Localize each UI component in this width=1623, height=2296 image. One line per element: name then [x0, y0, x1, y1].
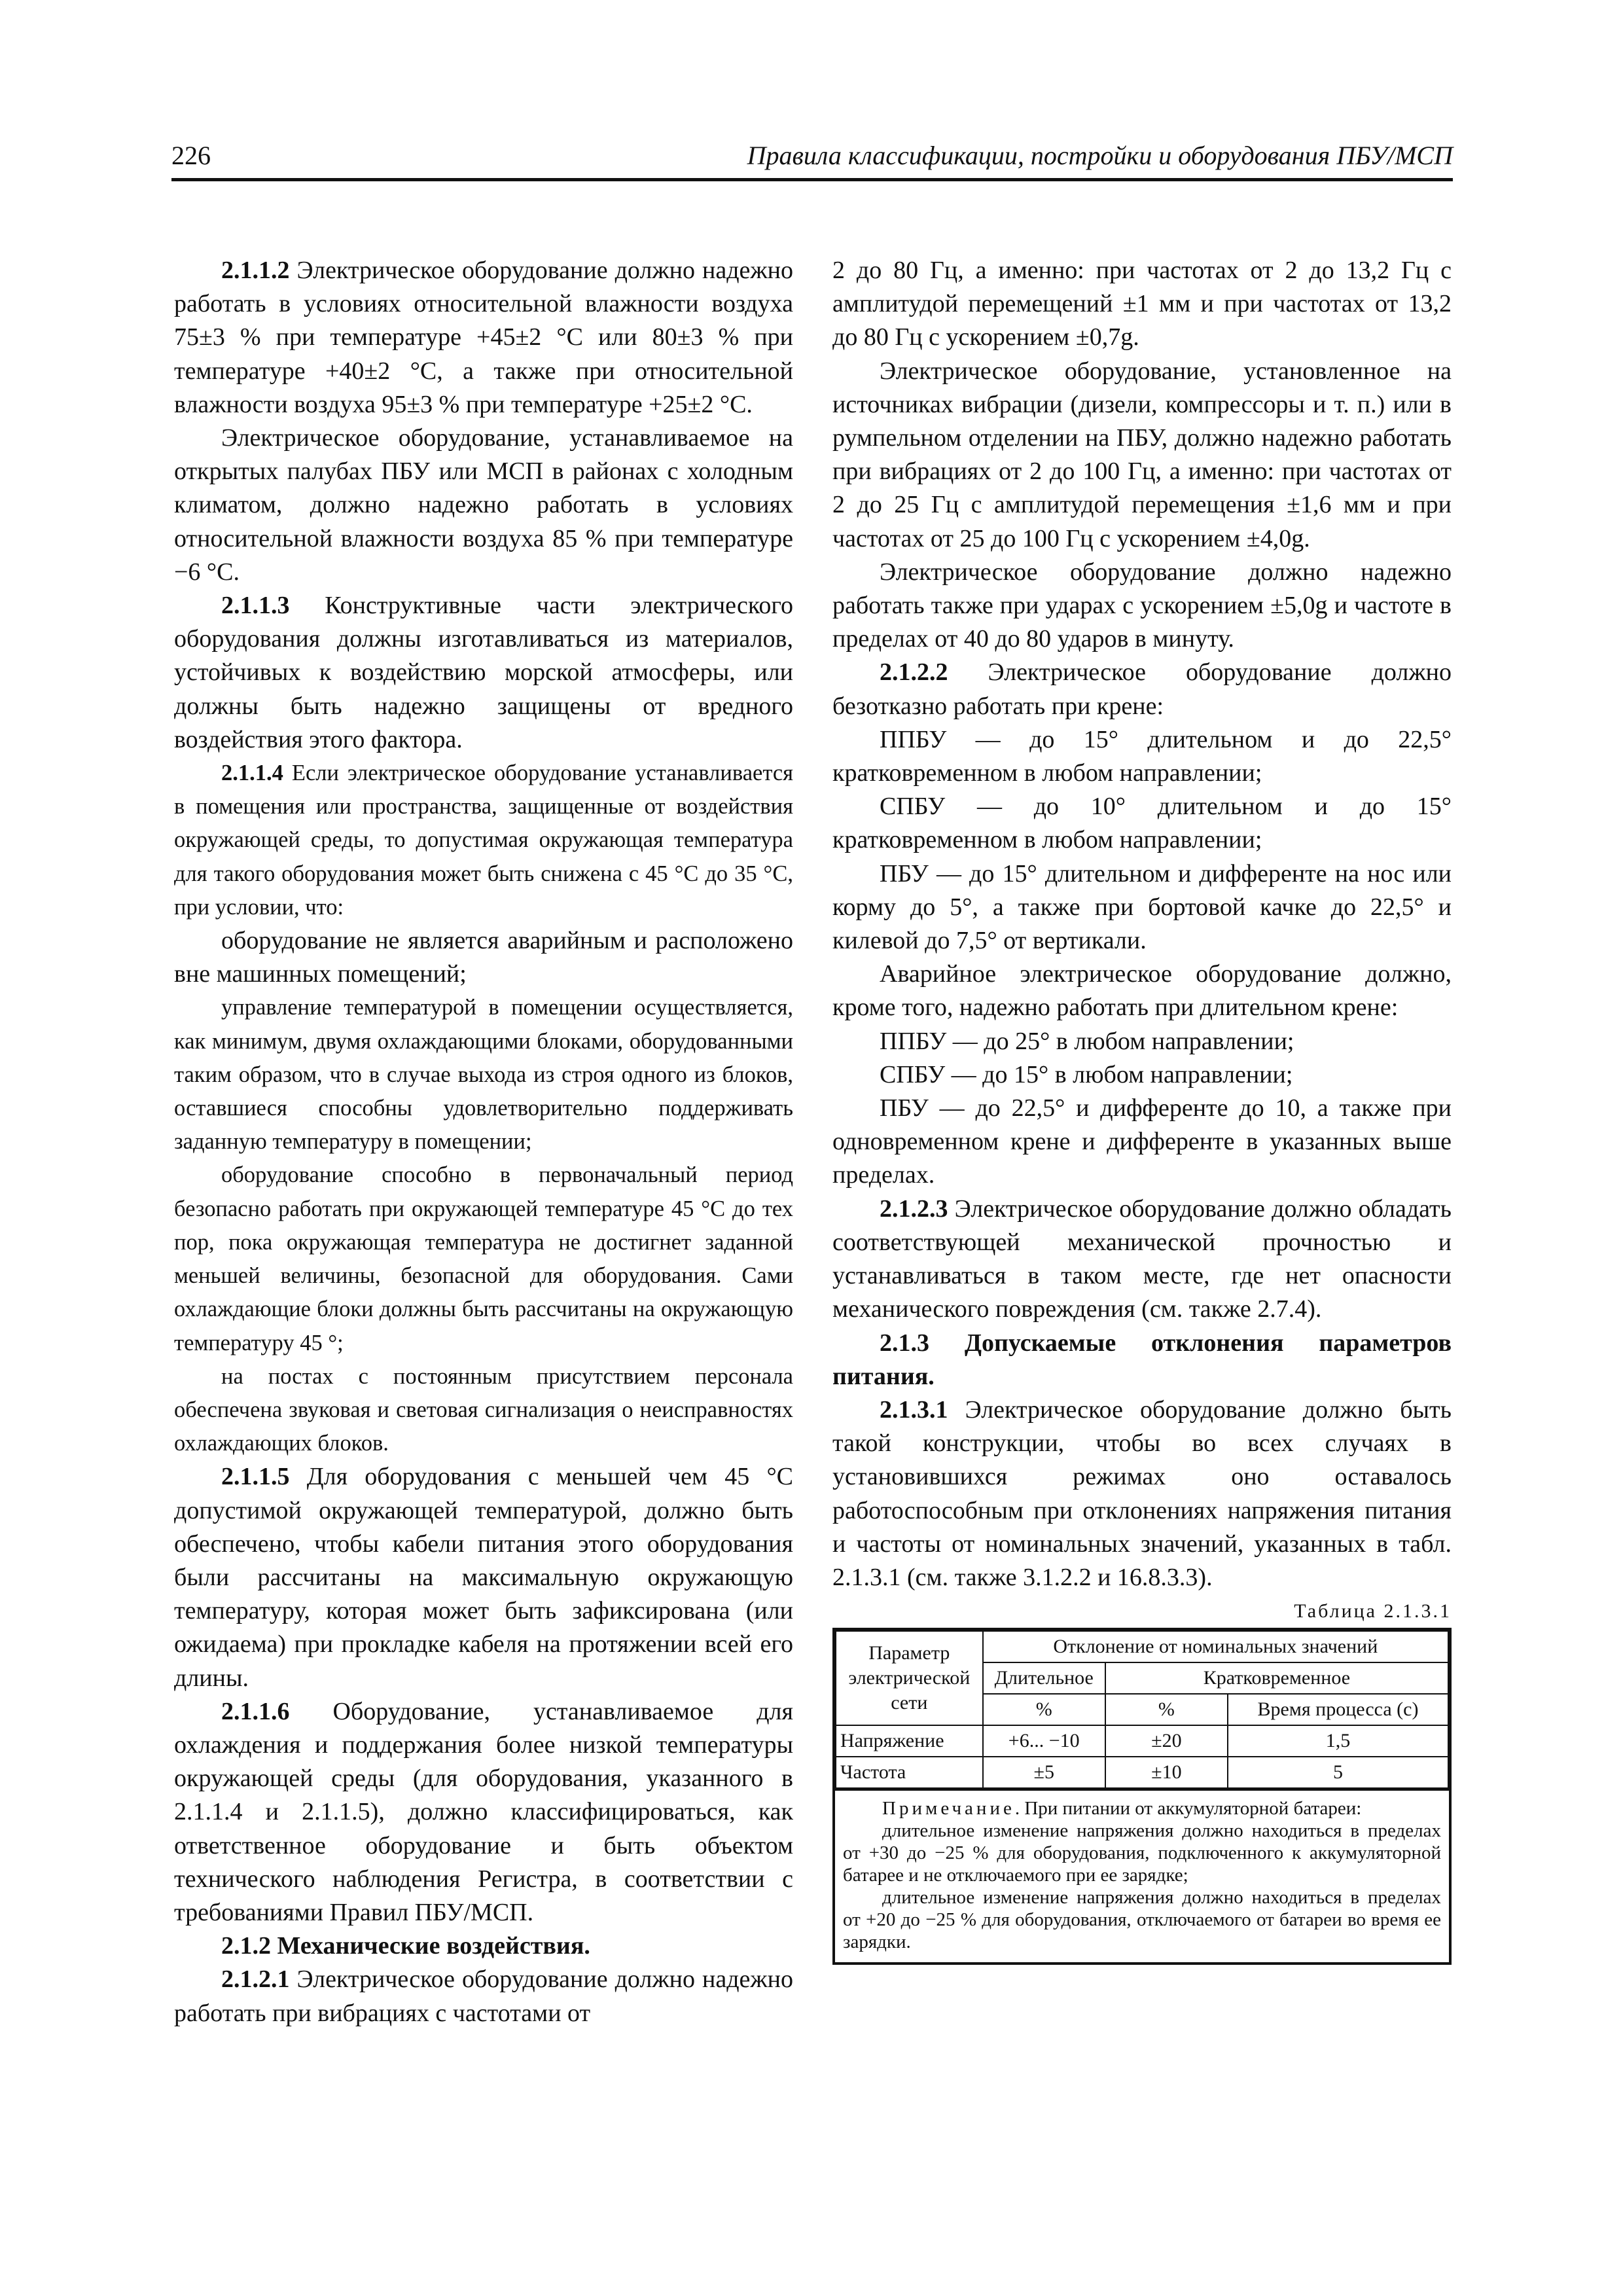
header-pct-short: %	[1105, 1694, 1228, 1725]
cell-time: 1,5	[1228, 1725, 1448, 1757]
right-column	[832, 254, 1452, 1965]
cell-long: ±5	[983, 1757, 1105, 1788]
note-first: . При питании от аккумуляторной батареи:	[1014, 1798, 1362, 1820]
paragraph-text: Для оборудования с меньшей чем 45 °С допустимой окружающей температурой, должно быть обеспечено, чтобы кабели питания этого оборудования были рассчитаны на максимальную окружающую температуру, которая может быть зафиксирована (или ожидаема) при прокладке кабеля на протяжении всей его длины.	[174, 1463, 793, 1692]
paragraph-vibration-cont: 2 до 80 Гц, а именно: при частотах от 2 до 13,2 Гц с амплитудой перемещений ±1 мм и при частотах от 13,2 до 80 Гц с ускорением ±0,7g.	[832, 257, 1452, 351]
paragraph-text: Электрическое оборудование должно обладать соответствующей механической прочностью и устанавливаться в таком месте, где нет опасности механического повреждения (см. также 2.7.4).	[832, 1194, 1452, 1323]
heading-text: 2.1.3 Допускаемые отклонения параметров питания.	[832, 1329, 1452, 1390]
paragraph-2-1-1-6	[174, 1695, 793, 1929]
section-heading-2-1-3	[832, 1327, 1452, 1393]
paragraph-text: Электрическое оборудование должно безотказно работать при крене:	[832, 658, 1452, 720]
paragraph-2-1-1-5	[174, 1460, 793, 1695]
paragraph-shocks: Электрическое оборудование должно надежно работать также при ударах с ускорением ±5,0g и частоте в пределах от 40 до 80 ударов в минуту.	[832, 558, 1452, 653]
header-long: Длительное	[983, 1662, 1105, 1694]
cell-short: ±20	[1105, 1725, 1228, 1757]
paragraph-text: Оборудование, устанавливаемое для охлаждения и поддержания более низкой температуры окружающей среды (для оборудования, указанного в 2.1.1.4 и 2.1.1.5), должно классифицироваться, как ответственное оборудование и быть объектом технического наблюдения Регистра, в соответствии с требованиями Правил ПБУ/МСП.	[174, 1697, 793, 1926]
cell-short: ±10	[1105, 1757, 1228, 1788]
heel-spbu: СПБУ — до 10° длительном и до 15° кратковременном в любом направлении;	[832, 793, 1452, 854]
clause-number: 2.1.1.4	[221, 761, 283, 786]
condition-not-emergency: оборудование не является аварийным и расположено вне машинных помещений;	[174, 927, 793, 988]
paragraph-open-decks: Электрическое оборудование, устанавливаемое на открытых палубах ПБУ или МСП в районах с холодным климатом, должно надежно работать в условиях относительной влажности воздуха 85 % при температуре −6 °С.	[174, 424, 793, 586]
note-label: Примечание	[882, 1798, 1015, 1820]
clause-number: 2.1.3.1	[880, 1395, 948, 1424]
paragraph-text: Конструктивные части электрического оборудования должны изготавливаться из материалов, устойчивых к воздействию морской атмосферы, или должны быть надежно защищены от вредного воздействия этого фактора.	[174, 592, 793, 753]
clause-number: 2.1.2.2	[880, 658, 948, 687]
emergency-heel-pbu: ПБУ — до 22,5° и дифференте до 10, а также при одновременном крене и дифференте в указанных выше пределах.	[832, 1094, 1452, 1189]
paragraph-2-1-1-2	[174, 254, 793, 422]
paragraph-2-1-1-4	[174, 757, 793, 924]
note-line-2: длительное изменение напряжения должно находиться в пределах от +20 до −25 % для оборудования, отключаемого от батареи во время ее зарядки.	[843, 1887, 1441, 1953]
page-number: 226	[171, 141, 211, 170]
cell-time: 5	[1228, 1757, 1448, 1788]
paragraph-2-1-1-3	[174, 589, 793, 757]
note-line-1: длительное изменение напряжения должно находиться в пределах от +30 до −25 % для оборудования, подключенного к аккумуляторной батарее и не отключаемого при ее зарядке;	[843, 1820, 1441, 1886]
heading-text: 2.1.2 Механические воздействия.	[221, 1932, 590, 1960]
table-note	[835, 1789, 1449, 1962]
left-column	[174, 254, 793, 2030]
header-parameter: Параметр электрической сети	[836, 1631, 983, 1725]
header-short: Кратковременное	[1105, 1662, 1448, 1694]
paragraph-text: Если электрическое оборудование устанавливается в помещения или пространства, защищенные от воздействия окружающей среды, то допустимая окружающая температура для такого оборудования может быть снижена с 45 °С до 35 °С, при условии, что:	[174, 761, 793, 920]
condition-initial-period: оборудование способно в первоначальный период безопасно работать при окружающей температуре 45 °С до тех пор, пока окружающая температура не достигнет заданной меньшей величины, безопасной для оборудования. Сами охлаждающие блоки должны быть рассчитаны на окружающую температуру 45 °;	[174, 1162, 793, 1355]
section-heading-2-1-2	[174, 1929, 793, 1963]
header-pct-long: %	[983, 1694, 1105, 1725]
paragraph-emergency-equipment: Аварийное электрическое оборудование должно, кроме того, надежно работать при длительном крене:	[832, 960, 1452, 1022]
clause-number: 2.1.1.2	[221, 257, 290, 284]
paragraph-text: Электрическое оборудование должно надежно работать при вибрациях с частотами от	[174, 1965, 793, 2027]
clause-number: 2.1.1.3	[221, 592, 290, 620]
cell-long: +6... −10	[983, 1725, 1105, 1757]
note-intro	[843, 1797, 1441, 1820]
clause-number: 2.1.1.5	[221, 1463, 290, 1491]
heel-pbu: ПБУ — до 15° длительном и дифференте на нос или корму до 5°, а также при бортовой качке до 22,5° и килевой до 7,5° от вертикали.	[832, 859, 1452, 955]
condition-alarm: на постах с постоянным присутствием персонала обеспечена звуковая и световая сигнализация о неисправностях охлаждающих блоков.	[174, 1363, 793, 1456]
heel-ppbu: ППБУ — до 15° длительном и до 22,5° кратковременном в любом направлении;	[832, 725, 1452, 787]
condition-cooling-units: управление температурой в помещении осуществляется, как минимум, двумя охлаждающими блоками, оборудованными таким образом, что в случае выхода из строя одного из блоков, оставшиеся способны удовлетворительно поддерживать заданную температуру в помещении;	[174, 995, 793, 1155]
table-row	[836, 1725, 1448, 1757]
paragraph-2-1-2-2	[832, 656, 1452, 723]
paragraph-vibration-sources: Электрическое оборудование, установленное на источниках вибрации (дизели, компрессоры и т. п.) или в румпельном отделении на ПБУ, должно надежно работать при вибрациях от 2 до 100 Гц, а именно: при частотах от 2 до 25 Гц с амплитудой перемещения ±1,6 мм и при частотах от 25 до 100 Гц с ускорением ±4,0g.	[832, 357, 1452, 552]
paragraph-2-1-3-1	[832, 1393, 1452, 1594]
clause-number: 2.1.1.6	[221, 1697, 290, 1725]
emergency-heel-spbu: СПБУ — до 15° в любом направлении;	[880, 1060, 1293, 1088]
running-title: Правила классификации, постройки и оборудования ПБУ/МСП	[747, 141, 1453, 170]
paragraph-text: Электрическое оборудование должно быть такой конструкции, чтобы во всех случаях в установившихся режимах оно оставалось работоспособным при отклонениях напряжения питания и частоты от номинальных значений, указанных в табл. 2.1.3.1 (см. также 3.1.2.2 и 16.8.3.3).	[832, 1395, 1452, 1591]
clause-number: 2.1.2.3	[880, 1194, 948, 1223]
cell-parameter: Частота	[836, 1757, 983, 1788]
table-caption: Таблица 2.1.3.1	[1294, 1600, 1452, 1623]
paragraph-2-1-2-1	[174, 1963, 793, 2030]
emergency-heel-ppbu: ППБУ — до 25° в любом направлении;	[880, 1027, 1294, 1055]
clause-number: 2.1.2.1	[221, 1965, 290, 1994]
page-header	[171, 137, 1453, 181]
cell-parameter: Напряжение	[836, 1725, 983, 1757]
header-process-time: Время процесса (с)	[1228, 1694, 1448, 1725]
deviation-table-grid	[835, 1630, 1449, 1789]
deviation-table	[832, 1628, 1452, 1965]
header-deviation: Отклонение от номинальных значений	[983, 1631, 1448, 1662]
table-row	[836, 1757, 1448, 1788]
paragraph-2-1-2-3	[832, 1193, 1452, 1327]
paragraph-text: Электрическое оборудование должно надежно работать в условиях относительной влажности воздуха 75±3 % при температуре +45±2 °С или 80±3 % при температуре +40±2 °С, а также при относительной влажности воздуха 95±3 % при температуре +25±2 °С.	[174, 257, 793, 418]
